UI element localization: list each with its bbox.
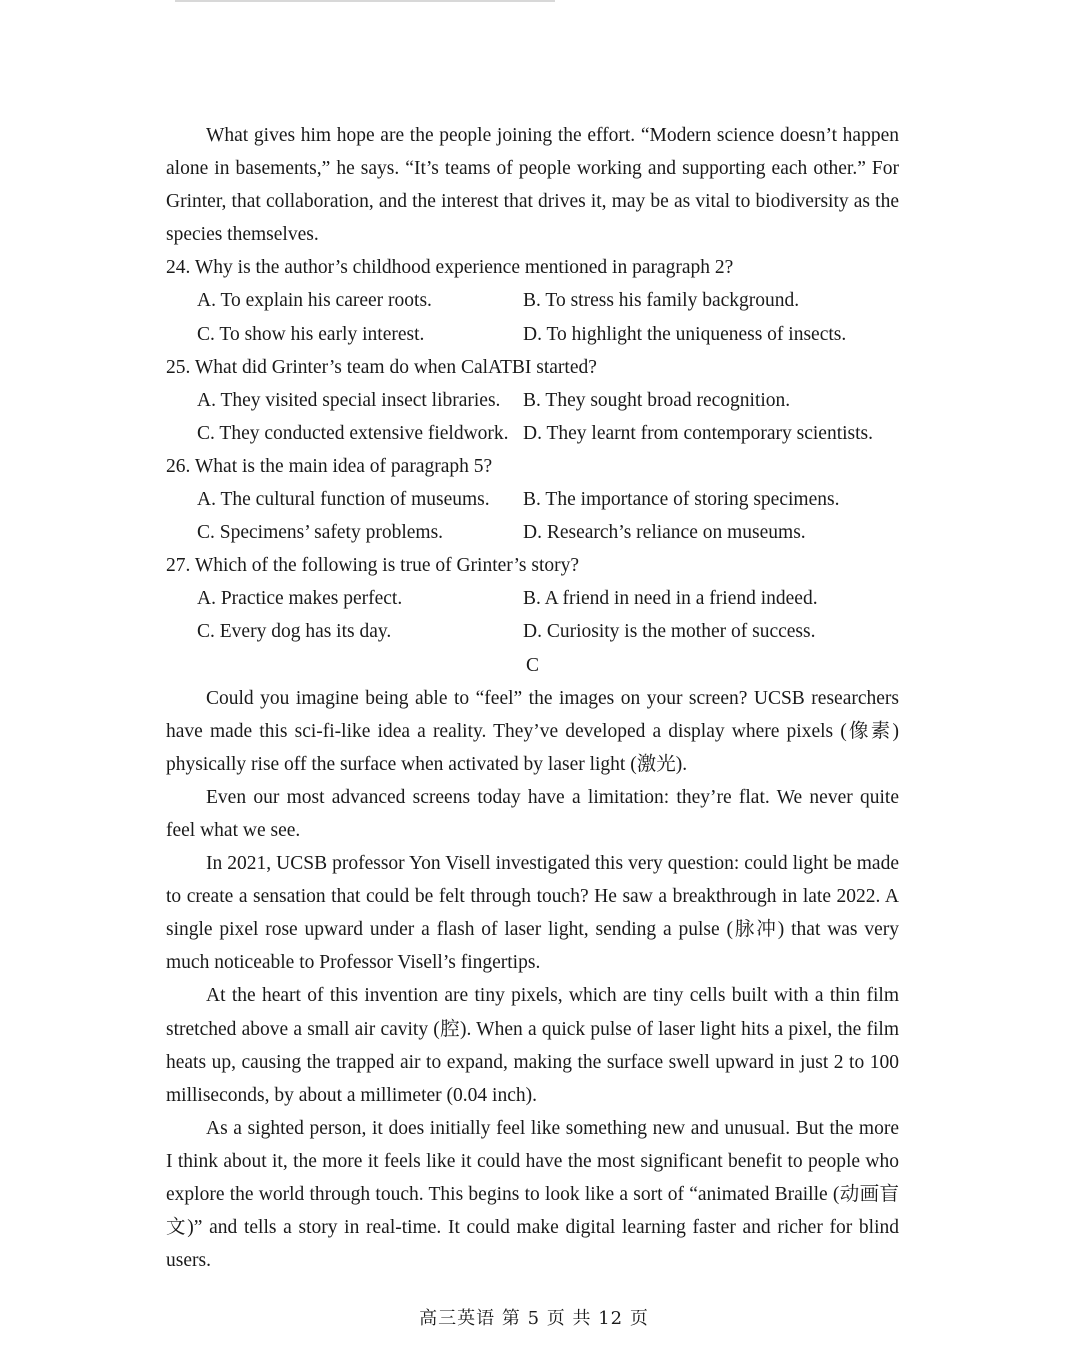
passage-c-paragraph: Even our most advanced screens today have a limitation: they’re flat. We never quite feel what we see. [166,786,899,841]
option-c: C. Specimens’ safety problems. [197,522,444,544]
question-stem: 26. What is the main idea of paragraph 5? [166,455,493,477]
page-footer: 高三英语 第 5 页 共 12 页 [419,1308,649,1329]
option-a: A. They visited special insect libraries. [197,389,501,411]
passage-c-paragraph: As a sighted person, it does initially feel like something new and unusual. But the more I think about it, the more it feels like it could have the most significant benefit to people who explore the world through touch. This begins to look like a sort of “animated Braille (动画盲文)” and tells a story in real-time. It could make digital learning faster and richer for blind users. [166,1117,899,1272]
question-24 [166,251,899,350]
section-letter: C [525,654,539,676]
option-c: C. They conducted extensive fieldwork. [197,422,509,444]
option-grid [166,284,899,350]
passage-c-paragraph: In 2021, UCSB professor Yon Visell investigated this very question: could light be made to create a sensation that could be felt through touch? He saw a breakthrough in late 2022. A single pixel rose upward under a flash of laser light, sending a pulse (脉冲) that was very much noticeable to Professor Visell’s fingertips. [166,853,899,974]
passage-c-paragraph: At the heart of this invention are tiny pixels, which are tiny cells built with a thin film stretched above a small air cavity (腔). When a quick pulse of laser light hits a pixel, the film heats up, causing the trapped air to expand, making the surface swell upward in just 2 to 100 milliseconds, by about a millimeter (0.04 inch). [166,985,899,1106]
option-a: A. To explain his career roots. [197,290,432,312]
option-b: B. The importance of storing specimens. [523,489,840,511]
option-d: D. To highlight the uniqueness of insects. [523,323,847,345]
option-c: C. Every dog has its day. [197,621,392,643]
option-grid [166,384,899,450]
option-c: C. To show his early interest. [197,323,425,345]
scan-edge [175,0,555,2]
option-grid [166,483,899,549]
question-26 [166,450,899,549]
passage-b-last-paragraph: What gives him hope are the people joining the effort. “Modern science doesn’t happen alone in basements,” he says. “It’s teams of people working and supporting each other.” For Grinter, that collaboration, and the interest that drives it, may be as vital to biodiversity as the species themselves. [166,125,899,246]
option-b: B. A friend in need in a friend indeed. [523,588,818,610]
option-grid [166,582,899,648]
question-stem: 25. What did Grinter’s team do when CalATBI started? [166,356,597,378]
question-27 [166,549,899,648]
option-a: A. Practice makes perfect. [197,588,403,610]
passage-c-paragraph: Could you imagine being able to “feel” the images on your screen? UCSB researchers have made this sci-fi-like idea a reality. They’ve developed a display where pixels (像素) physically rise off the surface when activated by laser light (激光). [166,687,899,775]
option-d: D. Research’s reliance on museums. [523,522,806,544]
option-b: B. They sought broad recognition. [523,389,791,411]
question-stem: 27. Which of the following is true of Grinter’s story? [166,555,580,577]
option-d: D. Curiosity is the mother of success. [523,621,816,643]
question-stem: 24. Why is the author’s childhood experience mentioned in paragraph 2? [166,257,734,279]
option-d: D. They learnt from contemporary scientists. [523,422,874,444]
option-a: A. The cultural function of museums. [197,489,490,511]
question-25 [166,351,899,450]
option-b: B. To stress his family background. [523,290,800,312]
exam-page [166,119,899,1277]
